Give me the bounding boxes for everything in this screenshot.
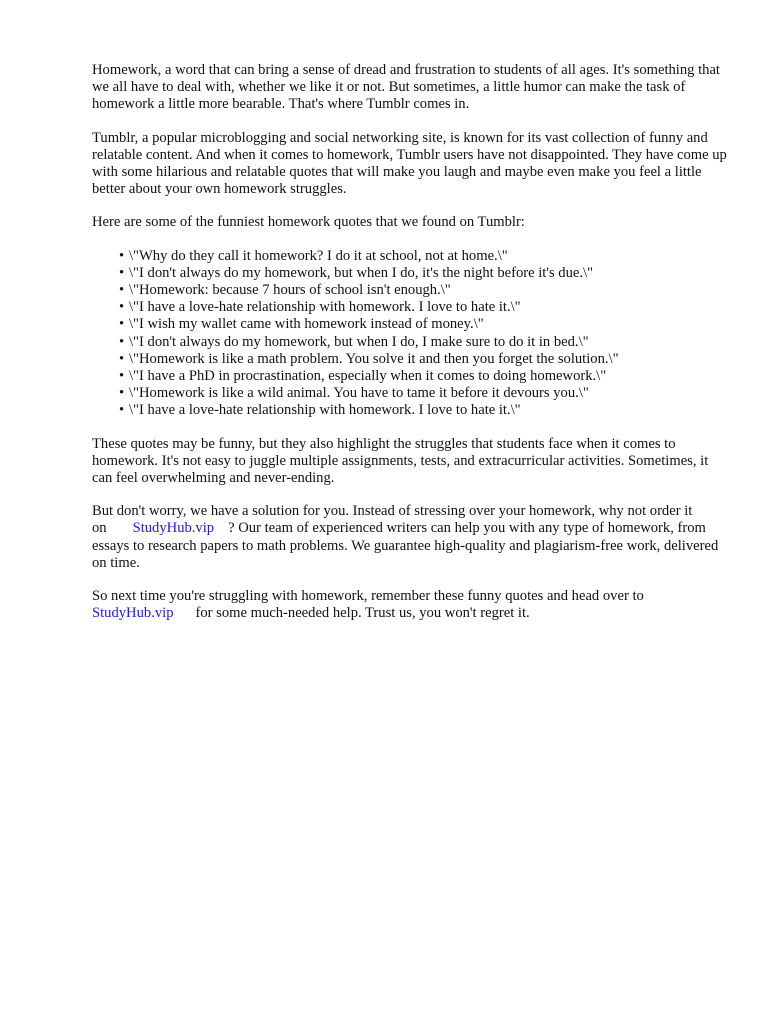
list-item: • \"I don't always do my homework, but when I do, it's the night before it's due.\": [119, 265, 732, 282]
list-item: • \"Homework: because 7 hours of school isn't enough.\": [119, 282, 732, 299]
document-body: [92, 62, 732, 638]
quotes-intro-paragraph: Here are some of the funniest homework quotes that we found on Tumblr:: [92, 214, 525, 231]
closing-paragraph: [92, 588, 732, 622]
closing-text-after: for some much-needed help. Trust us, you won't regret it.: [195, 605, 530, 622]
list-item: • \"Homework is like a math problem. You solve it and then you forget the solution.\": [119, 351, 732, 368]
list-item: • \"I have a love-hate relationship with homework. I love to hate it.\": [119, 402, 732, 419]
studyhub-link[interactable]: StudyHub.vip: [132, 520, 215, 537]
studyhub-link-closing[interactable]: StudyHub.vip: [92, 605, 174, 622]
closing-text-before: So next time you're struggling with homework, remember these funny quotes and head over to: [92, 588, 644, 605]
quotes-list: [92, 248, 732, 420]
list-item: • \"I don't always do my homework, but when I do, I make sure to do it in bed.\": [119, 334, 732, 351]
list-item: • \"I have a PhD in procrastination, especially when it comes to doing homework.\": [119, 368, 732, 385]
list-item: • \"I wish my wallet came with homework instead of money.\": [119, 316, 732, 333]
intro-paragraph: Homework, a word that can bring a sense of dread and frustration to students of all ages. It's something that we all have to deal with, whether we like it or not. But sometimes, a little humor can make the task of homework a little more bearable. That's where Tumblr comes in.: [92, 62, 720, 113]
tumblr-paragraph: Tumblr, a popular microblogging and social networking site, is known for its vast collection of funny and relatable content. And when it comes to homework, Tumblr users have not disappointed. They have come up with some hilarious and relatable quotes that will make you laugh and maybe even make you feel a little better about your own homework struggles.: [92, 129, 727, 198]
solution-paragraph: [92, 503, 732, 572]
list-item: • \"Homework is like a wild animal. You have to tame it before it devours you.\": [119, 385, 732, 402]
struggles-paragraph: These quotes may be funny, but they also highlight the struggles that students face when it comes to homework. It's not easy to juggle multiple assignments, tests, and extracurricular activities. Sometimes, it can feel overwhelming and never-ending.: [92, 435, 709, 487]
list-item: • \"I have a love-hate relationship with homework. I love to hate it.\": [119, 299, 732, 316]
solution-text-before: But don't worry, we have a solution for you. Instead of stressing over your homework, why not order it on: [92, 503, 693, 537]
list-item: • \"Why do they call it homework? I do it at school, not at home.\": [119, 248, 732, 265]
solution-text-after: ? Our team of experienced writers can help you with any type of homework, from essays to research papers to math problems. We guarantee high-quality and plagiarism-free work, delivered on time.: [92, 520, 719, 571]
